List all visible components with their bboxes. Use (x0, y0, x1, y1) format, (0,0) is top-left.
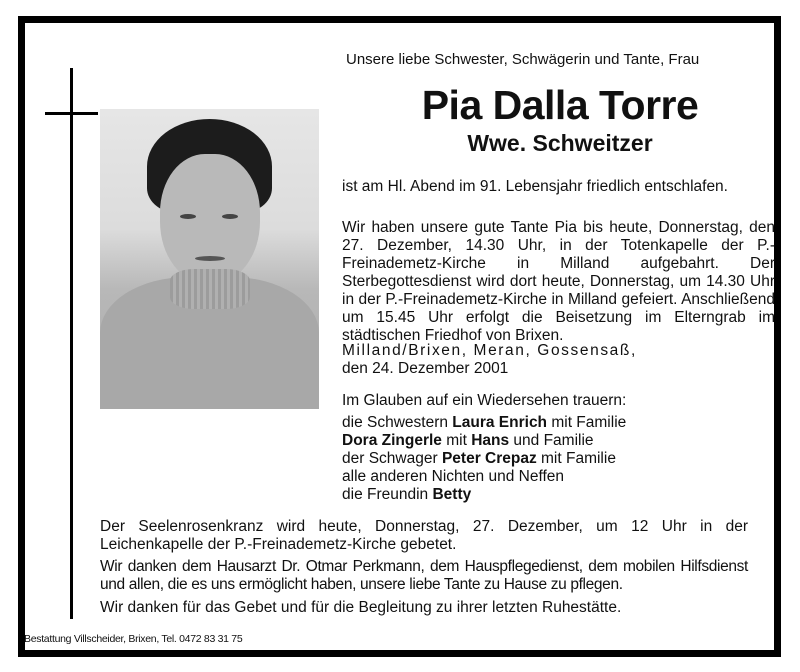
place-line: Milland/Brixen, Meran, Gossensaß, (342, 342, 637, 359)
intro-line: Unsere liebe Schwester, Schwägerin und Tante, Frau (346, 51, 700, 68)
deceased-name: Pia Dalla Torre (421, 82, 699, 128)
mourner-line: alle anderen Nichten und Neffen (342, 468, 565, 485)
rosary-paragraph: Der Seelenrosenkranz wird heute, Donnerstag, 27. Dezember, um 12 Uhr in der Leichenkapelle der P.-Freinademetz-Kirche gebetet. (100, 518, 748, 553)
date-line: den 24. Dezember 2001 (342, 360, 509, 377)
thanks-paragraph: Wir danken dem Hausarzt Dr. Otmar Perkmann, dem Hauspflegedienst, dem mobilen Hilfsdienst und allen, die es uns ermöglicht haben, unsere liebe Tante zu Hause zu pflegen. (100, 558, 748, 593)
closing-thanks: Wir danken für das Gebet und für die Begleitung zu ihrer letzten Ruhestätte. (100, 599, 622, 616)
cross-icon-bar (45, 112, 98, 115)
funeral-paragraph: Wir haben unsere gute Tante Pia bis heute, Donnerstag, den 27. Dezember, 14.30 Uhr, in der Totenkapelle der P.-Freinademetz-Kirche in Milland aufgebahrt. Der Sterbegottesdienst wird dort heute, Donnerstag, um 14.30 Uhr in der P.-Freinademetz-Kirche in Milland gefeiert. Anschließend um 15.45 Uhr erfolgt die Beisetzung im Elterngrab im städtischen Friedhof von Brixen. (342, 219, 775, 344)
mourner-line: der Schwager Peter Crepaz mit Familie (342, 450, 616, 467)
deceased-subname: Wwe. Schweitzer (467, 130, 653, 156)
mourners-intro: Im Glauben auf ein Wiedersehen trauern: (342, 392, 627, 409)
cross-icon (70, 68, 73, 619)
death-paragraph: ist am Hl. Abend im 91. Lebensjahr friedlich entschlafen. (342, 178, 728, 195)
mourners-list (342, 414, 775, 504)
mourner-line: die Freundin Betty (342, 486, 472, 503)
mourner-line: Dora Zingerle mit Hans und Familie (342, 432, 594, 449)
portrait-photo (100, 109, 319, 409)
undertaker-footer: Bestattung Villscheider, Brixen, Tel. 0472 83 31 75 (24, 633, 243, 645)
mourner-line: die Schwestern Laura Enrich mit Familie (342, 414, 627, 431)
